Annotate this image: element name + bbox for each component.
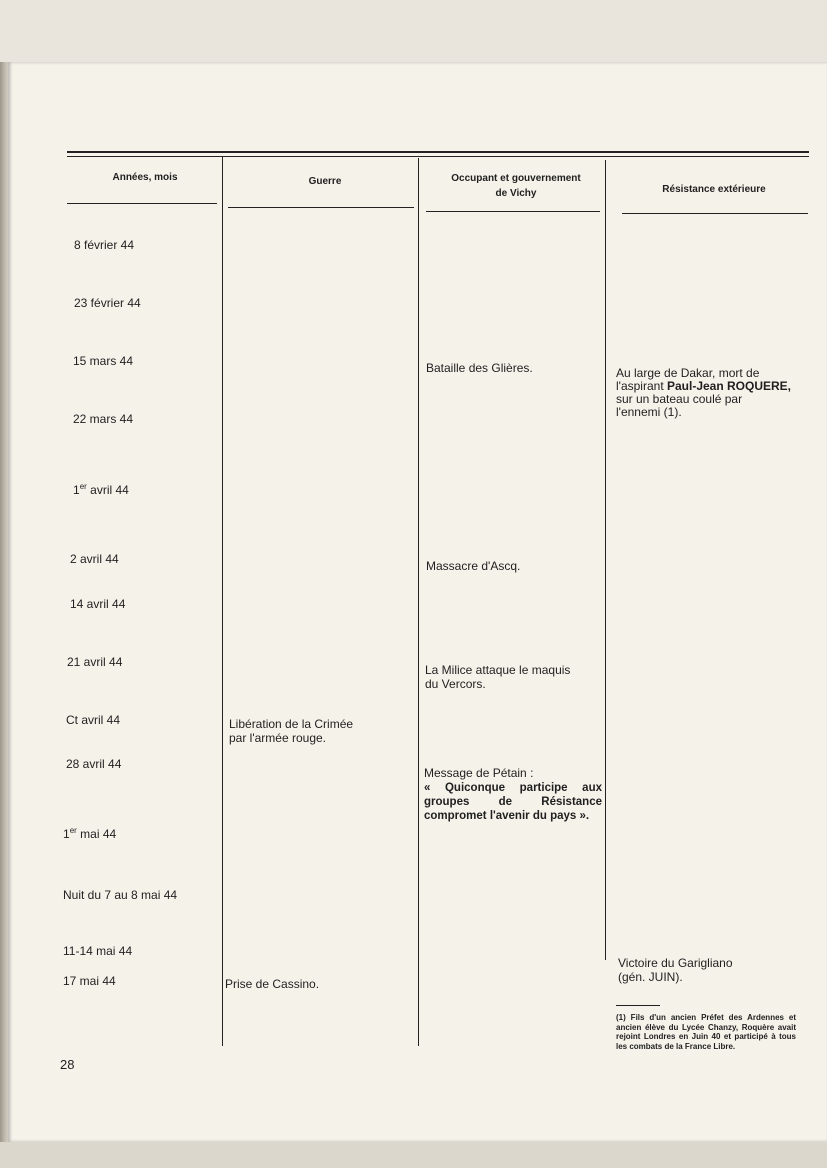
occupant-glieres: Bataille des Glières. [426,361,533,375]
scan-margin [0,1142,827,1168]
date-ordinal: er [79,482,87,491]
resistance-roquere-line3: sur un bateau coulé par [616,392,743,406]
resistance-roquere-name: Paul-Jean ROQUERE, [666,379,792,393]
header-occupant-line2: de Vichy [495,188,537,199]
occupant-petain-quote: « Quiconque participe aux groupes de Résistance compromet l'avenir du pays ». [424,782,602,822]
occupant-milice-line2: du Vercors. [425,677,486,691]
guerre-cassino: Prise de Cassino. [225,977,320,991]
resistance-roquere-line1: Au large de Dakar, mort de [616,366,760,380]
page-number: 28 [60,1057,75,1072]
date-cell: 17 mai 44 [63,974,116,988]
resistance-roquere-line4: l'ennemi (1). [616,405,682,419]
date-ordinal: er [69,826,77,835]
table-top-rule-thin [67,156,809,157]
date-cell: 8 février 44 [74,238,135,252]
header-guerre: Guerre [308,176,342,187]
date-cell: 2 avril 44 [70,552,119,566]
guerre-crimee-line2: par l'armée rouge. [229,731,327,745]
resistance-garigliano [618,956,803,984]
column-divider-3 [605,160,606,960]
table-top-rule [67,151,809,153]
resistance-garigliano-line2: (gén. JUIN). [618,970,683,984]
resistance-garigliano-line1: Victoire du Garigliano [618,956,733,970]
occupant-ascq: Massacre d'Ascq. [426,559,521,573]
date-cell: 21 avril 44 [67,655,123,669]
occupant-milice [425,663,605,691]
resistance-roquere-line2-pre: l'aspirant [616,379,667,393]
date-cell: Ct avril 44 [66,713,121,727]
date-cell [73,482,129,497]
date-rest: mai 44 [76,827,117,841]
date-cell: 22 mars 44 [73,412,134,426]
occupant-milice-line1: La Milice attaque le maquis [425,663,571,677]
header-underline-occupant [426,211,600,212]
footnote: (1) Fils d'un ancien Préfet des Ardennes et ancien élève du Lycée Chanzy, Roquère avait rejoint Londres en Juin 40 et participé à tous les combats de la France Libre. [616,1013,796,1051]
date-prefix: 1 [73,483,80,497]
header-dates: Années, mois [112,172,178,183]
date-rest: avril 44 [86,483,129,497]
header-underline-dates [67,203,217,204]
guerre-crimee [229,717,414,745]
column-divider-1 [222,156,223,1046]
date-prefix: 1 [63,827,70,841]
date-cell: 23 février 44 [74,296,141,310]
occupant-petain-line1: Message de Pétain : [424,766,534,780]
footnote-rule [616,1005,660,1006]
header-underline-resistance [622,213,808,214]
header-underline-guerre [228,207,414,208]
header-occupant-line1: Occupant et gouvernement [451,173,581,184]
resistance-roquere [616,367,804,419]
header-resistance: Résistance extérieure [662,184,766,195]
header-occupant [428,171,604,201]
date-cell: Nuit du 7 au 8 mai 44 [63,888,178,902]
date-cell: 15 mars 44 [73,354,134,368]
occupant-petain [424,766,602,823]
guerre-crimee-line1: Libération de la Crimée [229,717,354,731]
date-cell [63,826,116,841]
date-cell: 28 avril 44 [66,757,122,771]
date-cell: 14 avril 44 [70,597,126,611]
column-divider-2 [418,158,419,1046]
date-cell: 11-14 mai 44 [63,944,133,958]
